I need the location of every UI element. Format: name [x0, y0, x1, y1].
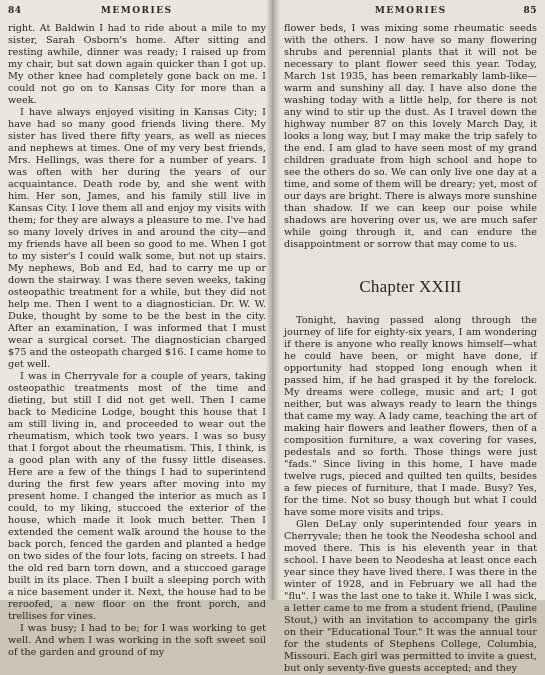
book-gutter — [266, 0, 280, 600]
left-running-title: MEMORIES — [100, 6, 173, 16]
right-paragraph: Glen DeLay only superintended four years in Cherryvale; then he took the Neodesha school and moved there. This is his eleventh year in that school. I have been to Neodesha at least once each year since they have lived there. I was there in the winter of 1928, and in February we all had the "flu". I was the last one to take it. While I was sick, a letter came to me from a student friend, (Pauline Stout,) with an invitation to accompany the girls on their "Educational Tour." It was the annual tour for the students of Stephens College, Columbia, Missouri. Each girl was permitted to invite a guest, but only seventy-five guests accepted; and they — [284, 519, 537, 674]
left-paragraph: I was busy; I had to be; for I was working to get well. And when I was working in the soft sweet soil of the garden and ground of my — [8, 623, 266, 658]
left-paragraph: right. At Baldwin I had to ride about a mile to my sister, Sarah Osborn's home. After sitting and resting awhile, dinner was ready; I raised up from my chair, but sat down again quicker than I got up. My other knee had completely gone back on me. I could not go on to Kansas City for more than a week. — [8, 23, 266, 106]
right-page-number: 85 — [523, 6, 537, 16]
chapter-heading: Chapter XXIII — [359, 277, 462, 296]
right-paragraph: Tonight, having passed along through the journey of life for eighty-six years, I am wondering if there is anyone who really knows himself—what he could have been, or might have done, if opportunity had stopped long enough when it passed him, if he had grasped it by the forelock. My dreams were college, music and art; I got neither, but was always ready to learn the things that came my way. A lady came, teaching the art of making hair flowers and leather flowers, then of a composition furniture, a wax covering for vases, pedestals and so forth. Those things were just "fads." Since living in this home, I have made twelve rugs, pieced and quilted ten quilts, besides a few pieces of furniture, that I made. Busy? Yes, for the time. Not so busy though but what I could have some more visits and trips. — [284, 315, 537, 518]
right-running-title: MEMORIES — [374, 6, 447, 16]
left-running-head — [8, 6, 266, 20]
right-page — [272, 0, 545, 674]
right-running-head — [284, 6, 537, 20]
left-page-body — [8, 23, 266, 659]
left-page-number: 84 — [8, 6, 22, 16]
left-paragraph: I have always enjoyed visiting in Kansas City; I have had so many good friends living there. My sister has lived there fifty years, as well as nieces and nephews at times. One of my very best friends, Mrs. Hellings, was there for a number of years. I was often with her during the years of our acquaintance. Death rode by, and she went with him. Her son, James, and his family still live in Kansas City. I love them all and enjoy my visits with them; for they are always a pleasure to me. I've had so many lovely drives in and around the city—and my friends have all been so good to me. When I got to my sister's I could walk some, but not up stairs. My nephews, Bob and Ed, had to carry me up or down the stairway. I was there seven weeks, taking osteopathic treatment for a while, but they did not help me. Then I went to a diagnostician. Dr. W. W. Duke, thought by some to be the best in the city. After an examination, I was informed that I must wear a surgical corset. The diagnostician charged $75 and the osteopath charged $16. I came home to get well. — [8, 107, 266, 370]
right-page-body — [284, 23, 537, 675]
right-paragraph: flower beds, I was mixing some rheumatic seeds with the others. I now have so many flowering shrubs and perennial plants that it will not be necessary to plant flower seed this year. Today, March 1st 1935, has been remarkably lamb-like—warm and sunshiny all day. I have also done the washing today with a little help, for there is not any wind to stir up the dust. As I travel down the highway number 87 on this lovely March Day, it looks a long way, but I may make the trip safely to the end. I am glad to have seen most of my grand children graduate from high school and hope to see the others do so. We can only live one day at a time, and some of them will be dreary; yet, most of our days are bright. There is always more sunshine than shadow. If we can keep our poise while shadows are hovering over us, we are much safer while going through it, and can endure the disappointment or sorrow that may come to us. — [284, 23, 537, 250]
left-page — [0, 0, 272, 658]
left-paragraph: I was in Cherryvale for a couple of years, taking osteopathic treatments most of the time and dieting, but still I did not get well. Then I came back to Medicine Lodge, bought this house that I am still living in, and proceeded to wear out the rheumatism, which took two years. I was so busy that I forgot about the rheumatism. This, I think, is a good plan with any of the fussy little diseases. Here are a few of the things I had to superintend during the first few years after moving into my present home. I changed the interior as much as I could, to my liking, stuccoed the exterior of the house, which made it look much better. Then I extended the cement walk around the house to the back porch, fenced the garden and planted a hedge on two sides of the four lots, facing on streets. I had the old red barn torn down, and a stuccoed garage built in its place. Then I built a sleeping porch with a nice basement under it. Next, the house had to be reroofed, a new floor on the front porch, and trellises for vines. — [8, 371, 266, 622]
